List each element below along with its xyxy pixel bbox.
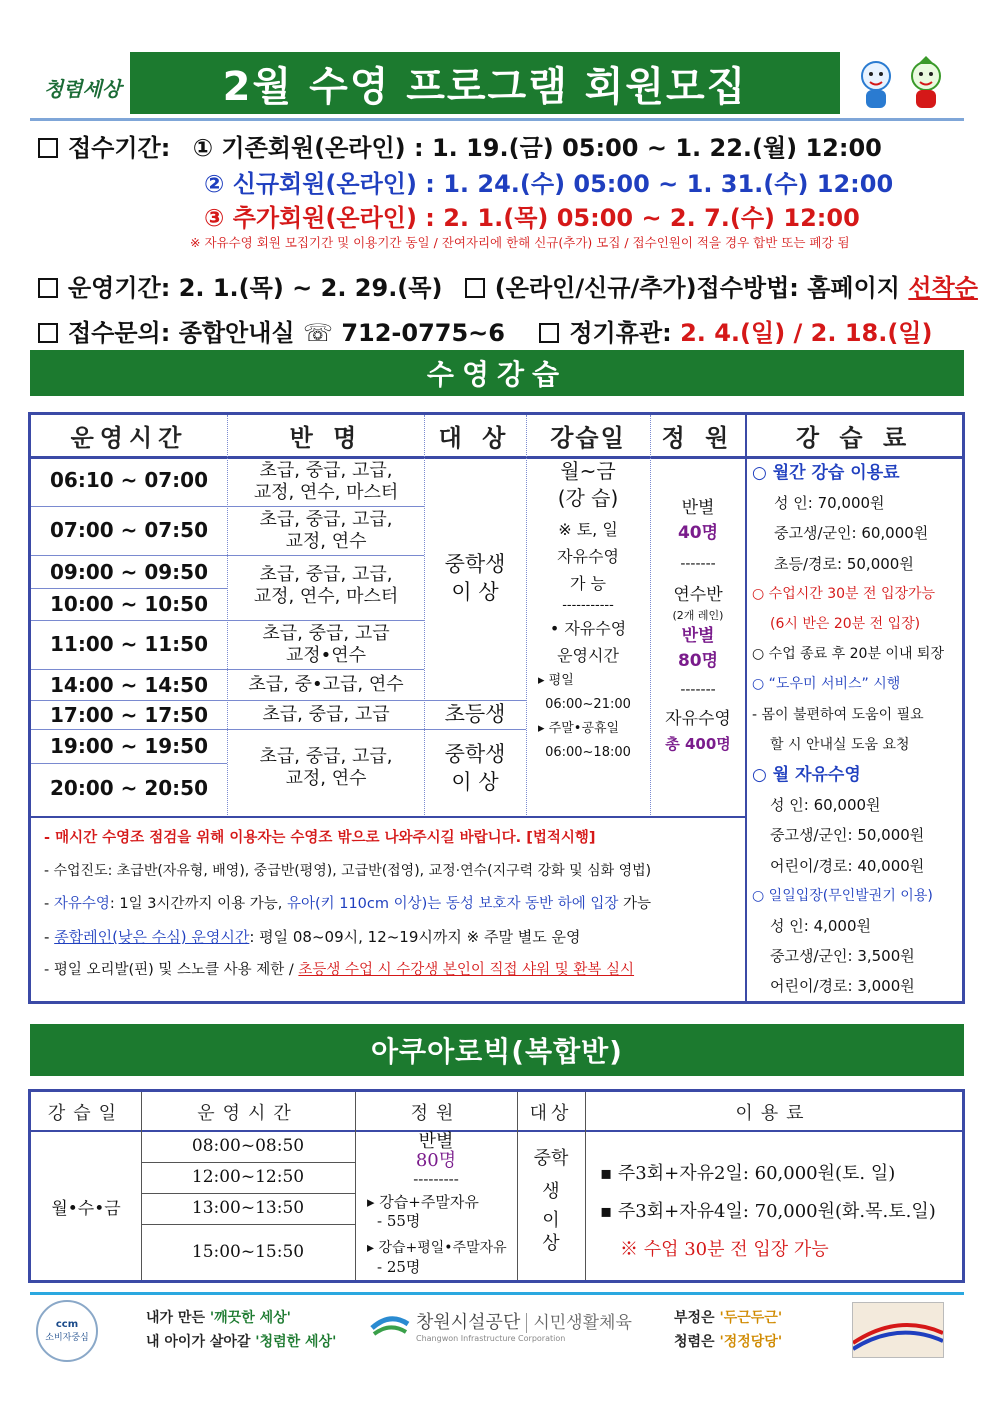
row-sep	[31, 763, 227, 764]
table-bottom-rule	[31, 816, 745, 818]
aqua-col-capacity: 정원	[410, 1103, 462, 1124]
footer-rule	[30, 1292, 964, 1295]
aqua-row-sep	[141, 1224, 355, 1225]
org-name: 창원시설공단 시민생활체육 Changwon Infrastructure Corporation	[416, 1312, 632, 1343]
header-divider	[30, 118, 964, 121]
swim-notes: - 매시간 수영조 점검을 위해 이용자는 수영조 밖으로 나와주시길 바랍니다. [법적시행] - 수업진도: 초급반(자유형, 배영), 중급반(평영), 고급반(접영), 교정·연수(지구력 강화 및 심화 영법) - 자유수영: 1일 3시간까지 이용 가능, 유아(키 110cm 이상)는 동성 보호자 동반 하에 입장 가능 - 종합레인(낮은 수심) 운영시간: 평일 08~09시, 12~19시까지 ※ 주말 별도 운영 - 평일 오리발(핀) 및 스노클 사용 제한 / 초등생 수업 시 수강생 본인이 직접 샤워 및 환복 실시	[44, 830, 652, 978]
time-row: 06:10 ~ 07:00	[49, 468, 208, 492]
col-header-time: 운영시간	[70, 424, 188, 452]
class-name: 초급, 중급, 고급	[262, 704, 390, 725]
target-middle-evening: 중학생 이 상	[444, 742, 506, 794]
reception-row-2: ② 신규회원(온라인) : 1. 24.(수) 05:00 ~ 1. 31.(수) 12:00	[204, 170, 894, 198]
col-header-capacity: 정 원	[661, 424, 735, 452]
aqua-section-title: 아쿠아로빅(복합반)	[30, 1024, 964, 1076]
col-header-class: 반 명	[289, 424, 363, 452]
checkbox-icon	[38, 278, 58, 298]
footer-motto: 부정은 '두근두근' 청렴은 '정정당당'	[674, 1310, 783, 1350]
swim-section-title: 수영강습	[30, 350, 964, 396]
ccm-logo: ccm 소비자중심	[36, 1300, 98, 1362]
target-elementary: 초등생	[444, 702, 506, 726]
aqua-target: 중학 생 이 상	[533, 1148, 569, 1254]
checkbox-icon	[38, 138, 58, 158]
capacity-cell: 반별 40명 ------- 연수반 (2개 레인) 반별 80명 ------- 자유수영 총 400명	[665, 498, 731, 753]
reception-note: ※ 자유수영 회원 모집기간 및 이용기간 동일 / 잔여자리에 한해 신규(추가) 모집 / 접수인원이 적을 경우 합반 또는 폐강 됨	[190, 235, 850, 250]
checkbox-icon	[465, 278, 485, 298]
time-row: 17:00 ~ 17:50	[49, 703, 208, 727]
row-sep	[31, 669, 424, 670]
class-name: 초급, 중급, 고급, 교정, 연수	[259, 746, 393, 789]
time-row: 07:00 ~ 07:50	[49, 518, 208, 542]
col-header-fee: 강 습 료	[795, 424, 913, 452]
time-row: 14:00 ~ 14:50	[49, 673, 208, 697]
mascot-icon	[848, 56, 956, 112]
aqua-time: 12:00~12:50	[191, 1167, 305, 1187]
org-logo-icon	[370, 1310, 410, 1344]
row-sep	[31, 620, 424, 621]
time-row: 11:00 ~ 11:50	[49, 632, 208, 656]
aqua-time: 08:00~08:50	[191, 1136, 305, 1156]
row-sep	[31, 729, 526, 730]
aqua-col-fee: 이용료	[735, 1103, 812, 1124]
aqua-col-days: 강습일	[47, 1103, 125, 1124]
aqua-col-time: 운영시간	[197, 1103, 299, 1124]
footer-slogan: 내가 만든 '깨끗한 세상' 내 아이가 살아갈 '청렴한 세상'	[146, 1310, 337, 1350]
col-header-target: 대 상	[438, 424, 512, 452]
aqua-time: 15:00~15:50	[191, 1242, 305, 1262]
reception-row-1: 접수기간: ① 기존회원(온라인) : 1. 19.(금) 05:00 ~ 1. 22.(월) 12:00	[38, 128, 882, 163]
row-sep	[31, 555, 424, 556]
time-row: 10:00 ~ 10:50	[49, 592, 208, 616]
days-cell: 월~금 (강 습) ※ 토, 일 자유수영 가 능 ----------- • 자유수영 운영시간 ▸ 평일 06:00~21:00 ▸ 주말•공휴일 06:00~18:00	[538, 459, 631, 760]
row-sep	[31, 588, 227, 589]
time-row: 20:00 ~ 20:50	[49, 776, 208, 800]
aqua-row-sep	[141, 1193, 355, 1194]
target-middle: 중학생 이 상	[444, 552, 506, 604]
time-row: 09:00 ~ 09:50	[49, 560, 208, 584]
fee-cell: ○ 월간 강습 이용료 성 인: 70,000원 중고생/군인: 60,000원 초등/경로: 50,000원 ○ 수업시간 30분 전 입장가능 (6시 반은 20분 전 입장) ○ 수업 종료 후 20분 이내 퇴장 ○ “도우미 서비스” 시행 - 몸이 불편하여 도움이 필요 할 시 안내실 도움 요청 ○ 월 자유수영 성 인: 60,000원 중고생/군인: 50,000원 어린이/경로: 40,000원 ○ 일일입장(무인발권기 이용) 성 인: 4,000원 중고생/군인: 3,500원 어린이/경로: 3,000원	[752, 463, 944, 996]
aqua-capacity: 반별 80명 --------- ▸ 강습+주말자유 - 55명 ▸ 강습+평일•주말자유 - 25명	[367, 1131, 507, 1276]
aqua-days: 월•수•금	[51, 1198, 121, 1219]
aqua-col-target: 대상	[529, 1103, 573, 1124]
checkbox-icon	[539, 323, 559, 343]
reception-row-3: ③ 추가회원(온라인) : 2. 1.(목) 05:00 ~ 2. 7.(수) 12:00	[204, 204, 860, 232]
col-header-days: 강습일	[550, 424, 626, 452]
aqua-time: 13:00~13:50	[191, 1198, 305, 1218]
aqua-col-sep	[585, 1092, 586, 1280]
row-sep	[31, 700, 526, 701]
aqua-fees: ▪ 주3회+자유2일: 60,000원(토. 일) ▪ 주3회+자유4일: 70,000원(화.목.토.일) ※ 수업 30분 전 입장 가능	[600, 1163, 936, 1260]
inquiry-row: 접수문의: 종합안내실 ☏ 712-0775~6 정기휴관: 2. 4.(일) / 2. 18.(일)	[38, 313, 932, 348]
logo-cheongryeom: 청렴세상	[43, 76, 122, 101]
page-title: 2월 수영 프로그램 회원모집	[130, 52, 840, 114]
class-name: 초급, 중급, 고급, 교정, 연수, 마스터	[253, 460, 399, 503]
row-sep	[31, 506, 424, 507]
class-name: 초급, 중급, 고급 교정•연수	[262, 623, 390, 666]
class-name: 초급, 중•고급, 연수	[248, 674, 404, 695]
class-name: 초급, 중급, 고급, 교정, 연수	[259, 509, 393, 552]
time-row: 19:00 ~ 19:50	[49, 734, 208, 758]
operation-row: 운영기간: 2. 1.(목) ~ 2. 29.(목) (온라인/신규/추가)접수방법: 홈페이지 선착순	[38, 268, 978, 303]
class-name: 초급, 중급, 고급, 교정, 연수, 마스터	[253, 564, 399, 607]
certificate-image	[852, 1302, 944, 1358]
checkbox-icon	[38, 323, 58, 343]
aqua-row-sep	[141, 1162, 355, 1163]
